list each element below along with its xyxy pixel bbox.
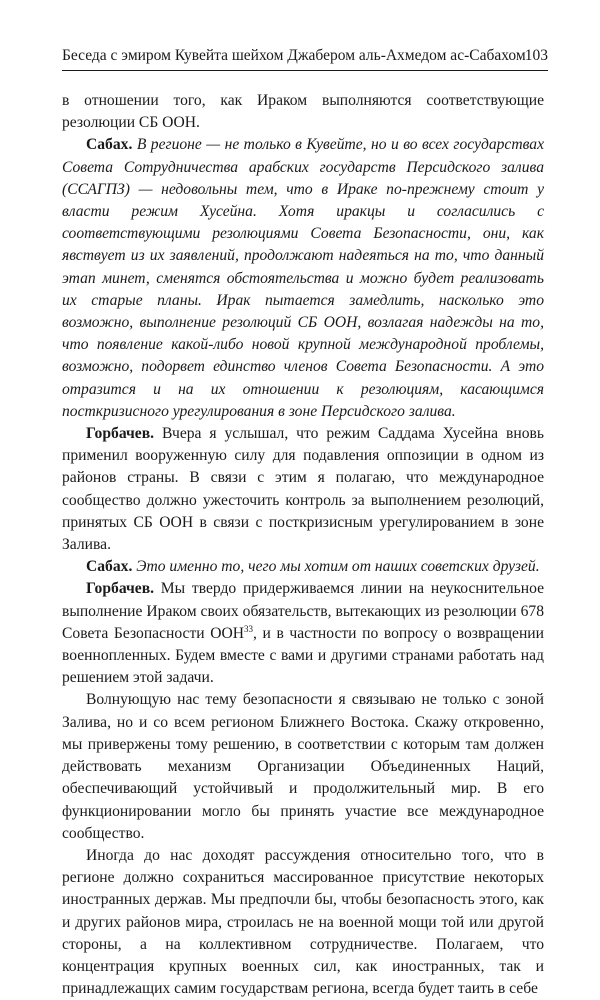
paragraph-text: в отношении того, как Ираком выполняются соответствующие резолюции СБ ООН. xyxy=(62,92,544,132)
page-number: 103 xyxy=(524,47,548,64)
paragraph xyxy=(62,845,544,1000)
paragraph xyxy=(62,556,544,578)
paragraph-text: Волнующую нас тему безопасности я связываю не только с зоной Залива, но и со всем регионом Ближнего Востока. Скажу откровенно, мы привержены тому решению, в соответствии с которым там должен действовать механизм Организации Объединенных Наций, обеспечивающий устойчивый и продолжительный мир. В его функционировании могло бы принять участие все международное сообщество. xyxy=(62,691,544,842)
paragraph-text: В регионе — не только в Кувейте, но и во всех государствах Совета Сотрудничества арабских государств Персидского залива (ССАГПЗ) — недовольны тем, что в Ираке по-прежнему стоит у власти режим Хусейна. Хотя иракцы и согласились с соответствующими резолюциями Совета Безопасности, они, как явствует из их заявлений, продолжают надеяться на то, что данный этап минет, сменятся обстоятельства и можно будет реализовать их старые планы. Ирак пытается замедлить, насколько это возможно, выполнение резолюций СБ ООН, возлагая надежды на то, что появление какой-либо новой крупной международной проблемы, возможно, подорвет единство членов Совета Безопасности. А это отразится и на их отношении к резолюциям, касающимся посткризисного урегулирования в зоне Персидского залива. xyxy=(62,136,544,420)
paragraph xyxy=(62,578,544,689)
speaker-name: Горбачев. xyxy=(86,580,155,598)
paragraph xyxy=(62,90,544,134)
paragraph-text: Это именно то, чего мы хотим от наших советских друзей. xyxy=(136,558,540,576)
footnote-marker[interactable]: 33 xyxy=(244,623,254,634)
paragraph xyxy=(62,689,544,844)
paragraph-text: Вчера я услышал, что режим Саддама Хусейна вновь применил вооруженную силу для подавления оппозиции в одном из районов страны. В связи с этим я полагаю, что международное сообщество должно ужесточить контроль за выполнением резолюций, принятых СБ ООН в связи с посткризисным урегулированием в зоне Залива. xyxy=(62,425,544,554)
page-body xyxy=(62,90,544,1000)
speaker-name: Сабах. xyxy=(86,136,133,154)
running-header xyxy=(62,44,548,71)
paragraph-text: , и в частности по вопросу о возвращении военнопленных. Будем вместе с вами и другими странами работать над решением этой задачи. xyxy=(62,624,544,687)
speaker-name: Горбачев. xyxy=(86,425,155,443)
paragraph-text: Мы твердо придерживаемся линии на неукоснительное выполнение Ираком своих обязательств, вытекающих из резолюции 678 Совета Безопасности ООН xyxy=(62,580,544,642)
paragraph xyxy=(62,423,544,556)
running-title: Беседа с эмиром Кувейта шейхом Джабером аль-Ахмедом ас-Сабахом xyxy=(62,47,526,64)
paragraph xyxy=(62,134,544,423)
paragraph-text: Иногда до нас доходят рассуждения относительно того, что в регионе должно сохраниться массированное присутствие некоторых иностранных держав. Мы предпочли бы, чтобы безопасность этого, как и других районов мира, строилась не на военной мощи той или другой стороны, а на коллективном сотрудничестве. Полагаем, что концентрация крупных военных сил, как иностранных, так и принадлежащих самим государствам региона, всегда будет таить в себе xyxy=(62,846,544,998)
speaker-name: Сабах. xyxy=(86,558,133,576)
